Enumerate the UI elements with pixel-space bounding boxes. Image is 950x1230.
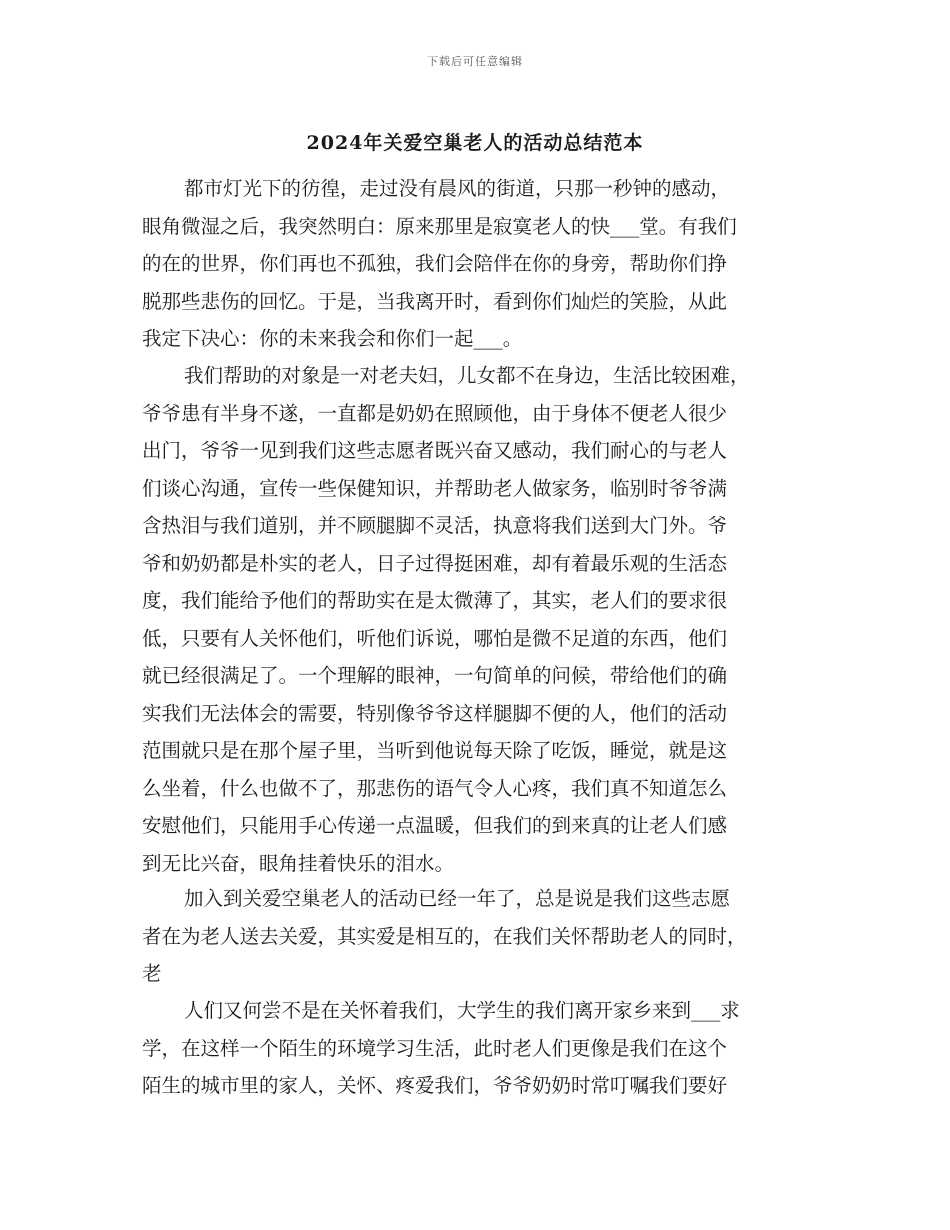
text-line: 度，我们能给予他们的帮助实在是太微薄了，其实，老人们的要求很 <box>142 589 728 612</box>
text-line: 实我们无法体会的需要，特别像爷爷这样腿脚不便的人，他们的活动 <box>142 701 728 725</box>
text-line: 就已经很满足了。一个理解的眼神，一句简单的问候，带给他们的确 <box>142 664 728 687</box>
text-line: 都市灯光下的彷徨，走过没有晨风的街道，只那一秒钟的感动， <box>184 177 731 200</box>
paragraph <box>142 357 812 882</box>
text-line: 老 <box>142 962 162 985</box>
text-line: 眼角微湿之后，我突然明白：原来那里是寂寞老人的快___堂。有我们 <box>142 214 737 238</box>
text-line: 的在的世界，你们再也不孤独，我们会陪伴在你的身旁，帮助你们挣 <box>142 252 728 275</box>
text-line: 么坐着，什么也做不了，那悲伤的语气令人心疼，我们真不知道怎么 <box>142 776 728 800</box>
text-line: 加入到关爱空巢老人的活动已经一年了，总是说是我们这些志愿 <box>184 887 731 910</box>
text-line: 脱那些悲伤的回忆。于是，当我离开时，看到你们灿烂的笑脸，从此 <box>142 289 728 313</box>
text-line: 学，在这样一个陌生的环境学习生活，此时老人们更像是我们在这个 <box>142 1036 728 1060</box>
text-line: 们谈心沟通，宣传一些保健知识，并帮助老人做家务，临别时爷爷满 <box>142 476 728 500</box>
text-line: 含热泪与我们道别，并不顾腿脚不灵活，执意将我们送到大门外。爷 <box>142 514 728 537</box>
text-line: 者在为老人送去关爱，其实爱是相互的，在我们关怀帮助老人的同时， <box>142 924 747 948</box>
document-title: 2024年关爱空巢老人的活动总结范本 <box>306 132 644 154</box>
text-line: 低，只要有人关怀他们，听他们诉说，哪怕是微不足道的东西，他们 <box>142 626 728 650</box>
text-line: 人们又何尝不是在关怀着我们，大学生的我们离开家乡来到___求 <box>184 999 740 1022</box>
text-line: 安慰他们，只能用手心传递一点温暖，但我们的到来真的让老人们感 <box>142 814 728 837</box>
text-line: 到无比兴奋，眼角挂着快乐的泪水。 <box>142 851 455 875</box>
text-line: 爷和奶奶都是朴实的老人，日子过得挺困难，却有着最乐观的生活态 <box>142 551 728 575</box>
paragraph <box>142 880 812 993</box>
text-line: 陌生的城市里的家人，关怀、疼爱我们，爷爷奶奶时常叮嘱我们要好 <box>142 1074 728 1097</box>
text-line: 范围就只是在那个屋子里，当听到他说每天除了吃饭，睡觉，就是这 <box>142 739 728 762</box>
text-line: 我们帮助的对象是一对老夫妇，儿女都不在身边，生活比较困难， <box>184 364 750 387</box>
text-line: 出门，爷爷一见到我们这些志愿者既兴奋又感动，我们耐心的与老人 <box>142 439 728 462</box>
paragraph <box>142 170 812 358</box>
paragraph <box>142 992 812 1105</box>
text-line: 爷爷患有半身不遂，一直都是奶奶在照顾他，由于身体不便老人很少 <box>142 401 728 425</box>
page-header: 下载后可任意编辑 <box>427 55 523 68</box>
text-line: 我定下决心：你的未来我会和你们一起___。 <box>142 327 523 350</box>
